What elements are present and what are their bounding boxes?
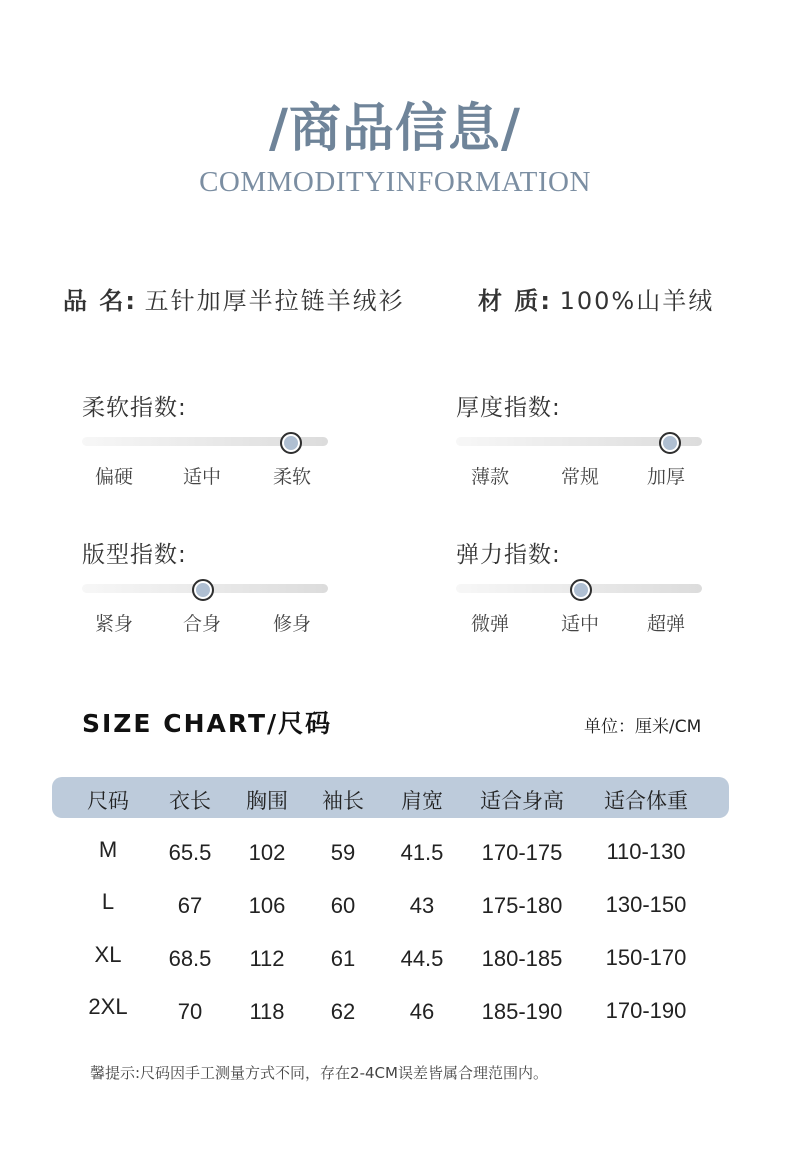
product-name — [63, 281, 405, 316]
index-label: 版型指数: — [82, 542, 187, 568]
index-option: 紧身 — [94, 613, 133, 635]
table-cell: 43 — [409, 893, 435, 918]
index-knob — [280, 432, 302, 454]
table-cell: 41.5 — [400, 840, 444, 865]
index-option: 偏硬 — [94, 466, 133, 488]
product-name-value: 五针加厚半拉链羊绒衫 — [144, 287, 405, 315]
table-cell: 68.5 — [168, 946, 212, 971]
index-option: 柔软 — [272, 466, 311, 488]
index-option: 微弹 — [470, 613, 509, 635]
table-cell: 175-180 — [481, 893, 563, 918]
table-cell: M — [98, 837, 118, 862]
index-knob — [192, 579, 214, 601]
table-cell: 106 — [248, 893, 286, 918]
table-cell: 110-130 — [606, 839, 686, 864]
table-header-cell: 袖长 — [322, 789, 364, 813]
table-cell: 62 — [330, 999, 356, 1024]
material-value: 100%山羊绒 — [559, 287, 715, 315]
product-material — [478, 281, 714, 316]
thickness-index — [456, 389, 706, 488]
index-option: 常规 — [560, 466, 599, 488]
table-cell: 180-185 — [481, 946, 563, 971]
table-cell: XL — [94, 942, 122, 967]
table-cell: 70 — [177, 999, 203, 1024]
unit-label: 单位：厘米/CM — [584, 717, 702, 737]
table-header-cell: 适合体重 — [604, 789, 688, 813]
index-option: 超弹 — [646, 613, 685, 635]
table-cell: 185-190 — [481, 999, 563, 1024]
table-cell: 65.5 — [168, 840, 212, 865]
table-header-cell: 尺码 — [87, 789, 129, 813]
page-title: /商品信息/ — [269, 98, 521, 159]
size-chart-title: SIZE CHART/尺码 — [82, 709, 333, 738]
table-cell: 44.5 — [400, 946, 444, 971]
table-cell: L — [101, 889, 115, 914]
table-header-cell: 适合身高 — [480, 789, 564, 813]
index-label: 柔软指数: — [82, 395, 187, 421]
index-knob — [659, 432, 681, 454]
table-header-cell: 衣长 — [169, 789, 211, 813]
table-cell: 118 — [249, 999, 285, 1024]
index-option: 适中 — [560, 613, 599, 635]
index-option: 合身 — [182, 613, 221, 635]
size-note: 馨提示:尺码因手工测量方式不同，存在2-4CM误差皆属合理范围内。 — [90, 1064, 548, 1082]
index-option: 加厚 — [646, 466, 685, 488]
table-cell: 46 — [409, 999, 435, 1024]
index-label: 弹力指数: — [456, 542, 561, 568]
table-cell: 60 — [330, 893, 356, 918]
table-cell: 112 — [249, 946, 285, 971]
index-knob — [570, 579, 592, 601]
material-label: 材 质: — [478, 287, 552, 315]
index-option: 适中 — [182, 466, 221, 488]
table-header-cell: 胸围 — [246, 789, 288, 813]
elasticity-index — [456, 536, 706, 635]
table-cell: 2XL — [88, 994, 128, 1019]
table-cell: 61 — [330, 946, 356, 971]
table-cell: 150-170 — [605, 945, 687, 970]
index-option: 薄款 — [470, 466, 509, 488]
table-cell: 102 — [248, 840, 286, 865]
table-cell: 130-150 — [605, 892, 687, 917]
table-cell: 59 — [330, 840, 356, 865]
fit-index — [82, 536, 332, 635]
table-cell: 170-190 — [605, 998, 687, 1023]
table-header-cell: 肩宽 — [401, 789, 443, 813]
table-cell: 170-175 — [481, 840, 563, 865]
index-option: 修身 — [272, 613, 311, 635]
page-subtitle: COMMODITYINFORMATION — [199, 166, 591, 198]
softness-index — [82, 389, 332, 488]
index-label: 厚度指数: — [456, 395, 561, 421]
table-cell: 67 — [177, 893, 203, 918]
product-name-label: 品 名: — [63, 287, 137, 315]
